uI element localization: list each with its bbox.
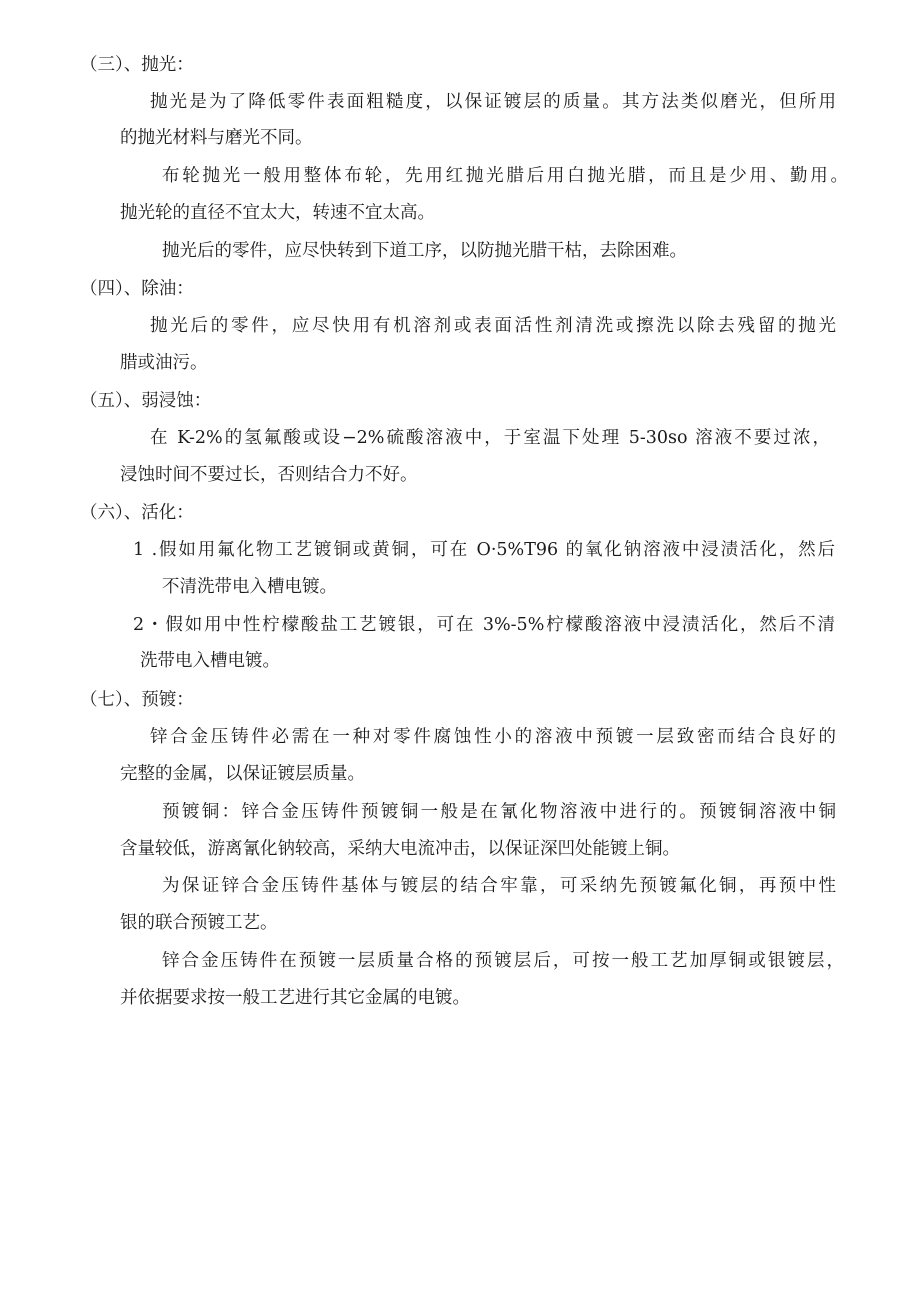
- paragraph-line: 为保证锌合金压铸件基体与镀层的结合牢靠，可采纳先预镀氟化铜，再预中性: [162, 876, 836, 896]
- section-heading-6: （六）、活化：: [80, 503, 194, 523]
- paragraph-line: 含量较低，游离氰化钠较高，采纳大电流冲击，以保证深凹处能镀上铜。: [120, 839, 680, 859]
- paragraph-line: 银的联合预镀工艺。: [120, 913, 278, 933]
- paragraph-line: 预镀铜：锌合金压铸件预镀铜一般是在氰化物溶液中进行的。预镀铜溶液中铜: [162, 802, 836, 822]
- paragraph-line: 抛光是为了降低零件表面粗糙度，以保证镀层的质量。其方法类似磨光，但所用: [150, 92, 836, 112]
- list-item-2: 2・假如用中性柠檬酸盐工艺镀银，可在 3%-5%柠檬酸溶液中浸渍活化，然后不清: [133, 615, 835, 635]
- paragraph-line: 完整的金属，以保证镀层质量。: [120, 764, 365, 784]
- paragraph-line: 在 K-2%的氢氟酸或设−2%硫酸溶液中，于室温下处理 5-30so 溶液不要过浓，: [150, 428, 830, 448]
- paragraph-line: 布轮抛光一般用整体布轮，先用红抛光腊后用白抛光腊，而且是少用、勤用。: [162, 166, 848, 186]
- paragraph-line: 抛光轮的直径不宜太大，转速不宜太高。: [120, 203, 435, 223]
- paragraph-line: 锌合金压铸件在预镀一层质量合格的预镀层后，可按一般工艺加厚铜或银镀层，: [162, 951, 844, 971]
- paragraph-line: 腊或油污。: [120, 353, 208, 373]
- list-item-1: 1 .假如用氟化物工艺镀铜或黄铜，可在 O·5%T96 的氧化钠溶液中浸渍活化，然后: [133, 540, 835, 560]
- section-heading-7: （七）、预镀：: [80, 690, 194, 710]
- paragraph-line: 浸蚀时间不要过长，否则结合力不好。: [120, 465, 418, 485]
- section-heading-3: （三）、抛光：: [80, 55, 194, 75]
- paragraph-line: 并依据要求按一般工艺进行其它金属的电镀。: [120, 988, 470, 1008]
- paragraph-line: 锌合金压铸件必需在一种对零件腐蚀性小的溶液中预镀一层致密而结合良好的: [150, 727, 836, 747]
- paragraph-line: 的抛光材料与磨光不同。: [120, 128, 313, 148]
- paragraph-line: 抛光后的零件，应尽快转到下道工序，以防抛光腊干枯，去除困难。: [162, 241, 687, 261]
- list-item-2-cont: 洗带电入槽电镀。: [140, 651, 280, 671]
- paragraph-line: 抛光后的零件，应尽快用有机溶剂或表面活性剂清洗或擦洗以除去残留的抛光: [150, 316, 836, 336]
- section-heading-4: （四）、除油：: [80, 279, 194, 299]
- section-heading-5: （五）、弱浸蚀：: [80, 391, 212, 411]
- list-item-1-cont: 不清洗带电入槽电镀。: [162, 577, 337, 597]
